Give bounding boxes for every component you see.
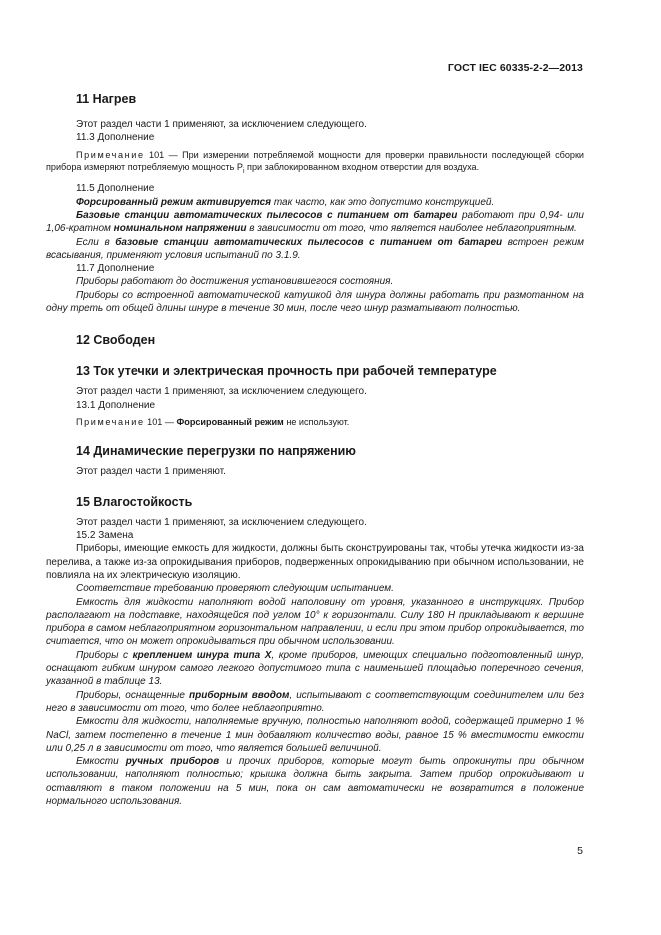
paragraph: Соответствие требованию проверяют следующим испытанием. bbox=[76, 583, 394, 595]
section-11-title: 11 Нагрев bbox=[76, 92, 137, 106]
note-11-3: Примечание 101 — При измерении потребляемой мощности для проверки правильности последующей сборки прибора измеряют потребляемую мощность $P_i$ при заблокированном входном отверстии для воздуха. bbox=[46, 149, 584, 175]
section-13-intro: Этот раздел части 1 применяют, за исключением следующего. bbox=[76, 386, 367, 398]
paragraph: Емкости ручных приборов и прочих приборов, которые могут быть опрокинуты при обычном использовании, наполняют полностью; крышка должна быть закрыта. Затем прибор опрокидывают и оставляют в таком положении на 5 мин, пока он сам автоматически не возвратится в положение нормального использования. bbox=[46, 756, 585, 807]
paragraph: Форсированный режим активируется так часто, как это допустимо конструкцией. bbox=[76, 196, 495, 208]
paragraph: Емкости для жидкости, наполняемые вручную, полностью наполняют водой, содержащей примерно 1 % NaCl, затем постепенно в течение 1 мин добавляют количество воды, равное 15 % вместимости емкости или 0,25 л в зависимости от того, что является большей величиной. bbox=[46, 716, 584, 754]
paragraph: Приборы, имеющие емкость для жидкости, должны быть сконструированы так, чтобы утечка жидкости из-за перелива, а также из-за опрокидывания приборов, подверженных опрокидыванию при обычном использовании, не повлияла на их электрическую изоляцию. bbox=[46, 543, 584, 581]
section-14-title: 14 Динамические перегрузки по напряжению bbox=[76, 444, 356, 459]
paragraph: Приборы со встроенной автоматической катушкой для шнура должны работать при размотанном на одну треть от общей длины шнуре в течение 30 мин, после чего шнур разматывают полностью. bbox=[46, 289, 584, 315]
subsection-11-3: 11.3 Дополнение bbox=[76, 132, 155, 144]
paragraph: Приборы с креплением шнура типа X, кроме приборов, имеющих специально подготовленный шнур, оснащают гибким шнуром самого легкого допустимого типа с наименьшей площадью поперечного сечения, указанной в таблице 13. bbox=[46, 649, 584, 688]
section-14-intro: Этот раздел части 1 применяют. bbox=[76, 466, 226, 478]
standard-header: ГОСТ IEC 60335-2-2—2013 bbox=[447, 62, 583, 74]
section-15-intro: Этот раздел части 1 применяют, за исключением следующего. bbox=[76, 516, 367, 528]
note-label: Примечание bbox=[76, 149, 145, 160]
section-12-title: 12 Свободен bbox=[76, 333, 156, 348]
section-15-title: 15 Влагостойкость bbox=[76, 494, 193, 509]
document-body bbox=[46, 90, 584, 808]
paragraph: Базовые станции автоматических пылесосов с питанием от батареи работают при 0,94- или 1,06-кратном номинальном напряжении в зависимости от того, что является наиболее неблагоприятным. bbox=[46, 210, 584, 235]
section-13-title: 13 Ток утечки и электрическая прочность при рабочей температуре bbox=[76, 364, 497, 379]
paragraph: Если в базовые станции автоматических пылесосов с питанием от батареи встроен режим всасывания, применяют условия испытаний по 3.1.9. bbox=[46, 236, 584, 261]
subsection-11-7: 11.7 Дополнение bbox=[76, 263, 155, 275]
section-11-intro: Этот раздел части 1 применяют, за исключением следующего. bbox=[76, 119, 367, 130]
paragraph: Приборы работают до достижения установившегося состояния. bbox=[76, 276, 394, 288]
paragraph: Приборы, оснащенные приборным вводом, испытывают с соответствующим соединителем или без него в зависимости от того, что более неблагоприятно. bbox=[46, 689, 584, 714]
subsection-13-1: 13.1 Дополнение bbox=[76, 399, 156, 411]
paragraph: Емкость для жидкости наполняют водой наполовину от уровня, указанного в инструкциях. Прибор располагают на подставке, находящейся под углом 10° к горизонтали. Силу 180 Н прикладывают к вершине прибора в самом неблагоприятном горизонтальном направлении, и если при этом прибор опрокидывается, то считается, что он может опрокидываться при обычном использовании. bbox=[46, 596, 584, 648]
subsection-15-2: 15.2 Замена bbox=[76, 530, 134, 542]
page-number: 5 bbox=[577, 845, 583, 857]
subsection-11-5: 11.5 Дополнение bbox=[76, 183, 155, 195]
note-13-1: Примечание 101 — Форсированный режим не используют. bbox=[76, 416, 350, 427]
